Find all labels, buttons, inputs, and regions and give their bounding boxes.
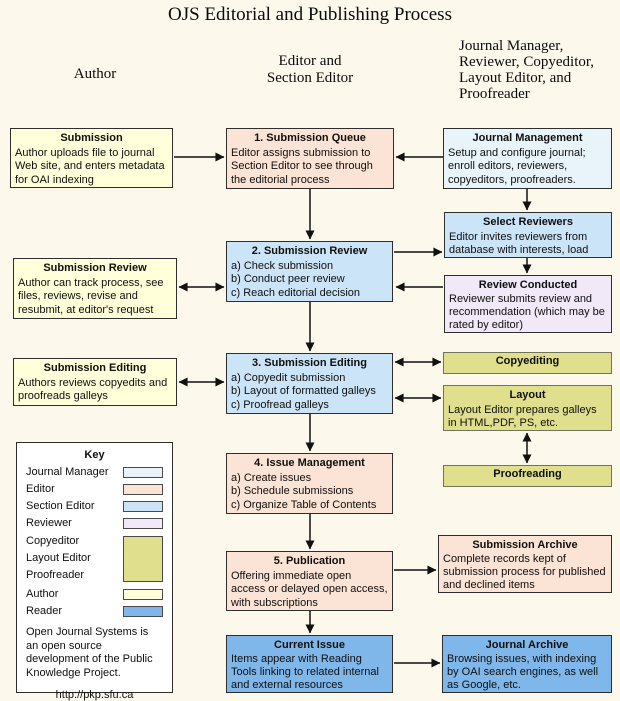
key-label: Reviewer [26,517,72,529]
node-body-line: a) Check submission [231,259,334,272]
column-header-roles [459,38,615,102]
node-submission-archive [438,535,612,593]
node-submission-review [226,241,393,302]
node-body-line: c) Organize Table of Contents [231,498,377,511]
key-swatch-author [123,589,163,600]
node-submission-queue [226,128,394,189]
node-body: Reviewer submits review and recommendation (which may be rated by editor) [449,293,605,331]
node-title: Submission Editing [43,362,147,374]
node-body: Editor assigns submission to Section Editor to see through the editorial process [231,146,373,186]
node-title: 5. Publication [273,555,346,567]
node-body: Layout Editor prepares galleys in HTML,PDF, PS, etc. [448,403,597,429]
node-body: Editor invites reviewers from database with interests, load [449,230,589,256]
column-header-editor-line: Editor and [278,53,342,69]
key-row-reviewer [26,516,163,530]
key-title: Key [84,449,105,461]
key-row-author [26,587,163,601]
node-author-submission-review [13,258,177,319]
node-submission-editing [226,353,393,414]
key-row-section-editor [26,499,163,513]
node-body: Author uploads file to journal Web site, and enters metadata for OAI indexing [15,146,165,186]
node-title: 2. Submission Review [251,245,368,257]
node-body-line: c) Proofread galleys [231,398,329,411]
diagram-title: OJS Editorial and Publishing Process [168,4,452,25]
key-swatch-journal-manager [123,467,163,478]
node-proofreading [443,465,612,487]
node-layout [443,385,612,431]
node-body: Complete records kept of submission process for published and declined items [443,553,606,591]
key-label: Editor [26,483,55,495]
key-label: Section Editor [26,500,95,512]
key-swatch-editor [123,484,163,495]
key-url: http://pkp.sfu.ca [55,689,134,701]
column-header-roles-line: Proofreader [459,86,530,102]
node-submission [10,128,173,188]
key-label: Copyeditor [26,535,80,547]
node-title: Submission [60,132,123,144]
node-body-line: b) Conduct peer review [231,273,345,285]
node-body: Items appear with Reading Tools linking to related internal and external resources [231,653,379,691]
key-swatch-reviewer [123,518,163,529]
node-title: Proofreading [493,468,562,480]
column-header-author: Author [73,66,117,82]
key-label: Reader [26,605,63,617]
column-header-roles-line: Reviewer, Copyeditor, [459,54,595,70]
key-note: Open Journal Systems is an open source development of the Public Knowledge Project. [26,626,153,679]
node-current-issue [226,635,393,693]
node-title: 4. Issue Management [254,457,365,469]
key-row-reader [26,604,163,618]
key-label: Author [26,588,59,600]
node-publication [226,551,393,611]
node-title: Copyediting [495,355,560,367]
node-title: 1. Submission Queue [254,132,366,144]
node-body-line: b) Schedule submissions [231,485,354,497]
key-row-production-roles [26,533,163,584]
node-review-conducted [444,275,612,333]
key-swatch-section-editor [123,501,163,512]
column-header-roles-line: Journal Manager, [459,38,564,54]
node-body: Setup and configure journal; enroll editors, reviewers, copyeditors, proofreaders. [448,146,586,186]
node-title: Submission Review [43,262,147,274]
node-title: Select Reviewers [483,216,573,228]
key-row-journal-manager [26,465,163,479]
node-journal-archive [442,635,612,693]
column-header-editor-line: Section Editor [266,70,354,86]
key-label: Layout Editor [26,552,91,564]
node-select-reviewers [444,212,612,258]
node-title: Review Conducted [478,279,578,291]
node-body-line: b) Layout of formatted galleys [231,385,376,397]
key-label: Proofreader [26,569,85,581]
node-copyediting [443,352,612,374]
node-title: 3. Submission Editing [252,357,367,369]
node-body-line: a) Copyedit submission [231,371,346,384]
key-row-editor [26,482,163,496]
node-body-line: a) Create issues [231,471,312,484]
node-title: Submission Archive [472,539,578,551]
node-body: Author can track process, see files, reviews, revise and resubmit, at editor's request [18,276,164,316]
node-author-submission-editing [13,358,177,406]
node-body: Browsing issues, with indexing by OAI search engines, as well as Google, etc. [447,653,599,691]
node-journal-management [443,128,612,189]
key-swatch-production-roles [123,536,163,582]
node-title: Journal Management [472,132,583,144]
column-header-editor [225,53,395,87]
node-body-line: c) Reach editorial decision [231,286,361,299]
key-panel [16,442,173,701]
node-title: Journal Archive [485,639,569,651]
key-swatch-reader [123,606,163,617]
node-issue-management [226,453,393,514]
column-header-roles-line: Layout Editor, and [459,70,572,86]
node-body: Authors reviews copyedits and proofreads galleys [18,376,168,402]
key-label: Journal Manager [26,466,109,478]
node-title: Current Issue [274,639,345,651]
node-body: Offering immediate open access or delayed open access, with subscriptions [231,569,388,609]
node-title: Layout [509,389,546,401]
